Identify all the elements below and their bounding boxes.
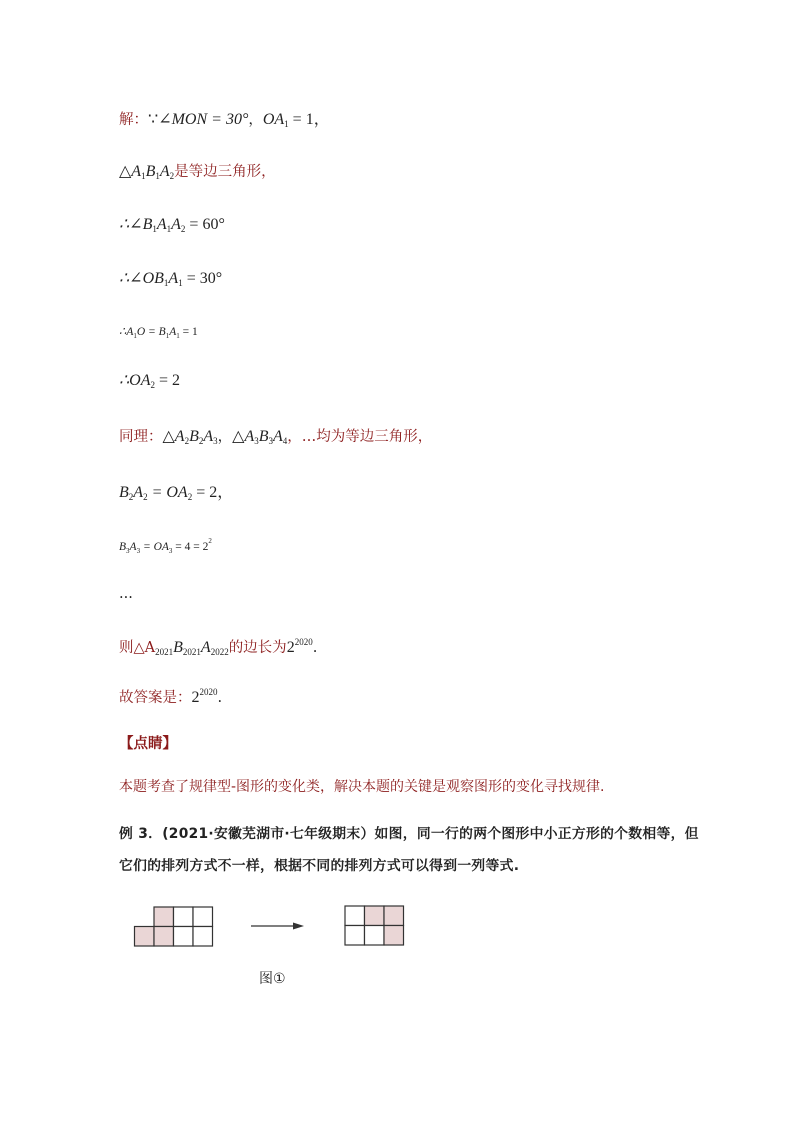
example-line-1: 例 3．(2021·安徽芜湖市·七年级期末）如图，同一行的两个图形中小正方形的个数相等，但 (119, 826, 699, 842)
solution-line-5: $\therefore A_1O = B_1A_1 = 1$ (119, 326, 198, 340)
solution-line-4: $\therefore\angle OB_1A_1 = 30^\circ$ (119, 270, 223, 288)
because-symbol: ∵ (148, 111, 159, 128)
square (193, 907, 213, 927)
angle-mon: ∠MON = 30° (158, 111, 249, 128)
triangle-a2021: $_{2021}B_{2021}A_{2022}$ (155, 639, 229, 657)
solution-line-7: 同理：$\triangle A_2B_2A_3$，$\triangle A_3B_3A_4$，…均为等边三角形， (119, 428, 433, 446)
solution-line-11: 则$\triangle A_{2021}B_{2021}A_{2022}$的边长为$2^{2020}$. (119, 637, 318, 657)
left-shape (135, 907, 213, 946)
square (135, 927, 155, 947)
triangle-a3b3a4: $\triangle A_3B_3A_4$ (232, 428, 288, 446)
example-line-2: 它们的排列方式不一样，根据不同的排列方式可以得到一列等式. (119, 858, 520, 874)
square (365, 926, 385, 946)
square (345, 906, 365, 926)
separator: ， (248, 112, 263, 128)
arrow (251, 923, 304, 930)
square (365, 906, 385, 926)
square (384, 906, 404, 926)
square (154, 907, 174, 927)
triangle-a1b1a2: $\triangle A_1B_1A_2$ (119, 163, 175, 181)
figure-caption: 图① (259, 971, 286, 987)
square (384, 926, 404, 946)
right-shape (345, 906, 404, 945)
square (345, 926, 365, 946)
solution-line-8: $B_2A_2 = OA_2 = 2$， (119, 484, 234, 502)
solution-label: 解： (119, 112, 148, 128)
equilateral-text: 是等边三角形， (174, 164, 276, 180)
power-2-2020: $2^{2020}$ (286, 637, 313, 656)
similarly-label: 同理： (119, 429, 163, 445)
answer-value: $2^{2020}$ (191, 687, 218, 706)
answer-label: 故答案是： (119, 690, 192, 706)
square (174, 907, 194, 927)
triangle-a2b2a3: $\triangle A_2B_2A_3$ (162, 428, 218, 446)
square (154, 927, 174, 947)
solution-line-9: $B_3A_3 = OA_3 = 4 = 2^2$ (119, 537, 212, 555)
solution-line-6: $\therefore OA_2 = 2$ (119, 372, 181, 390)
solution-line-10: ... (119, 586, 133, 602)
square (174, 927, 194, 947)
comment-body: 本题考查了规律型-图形的变化类，解决本题的关键是观察图形的变化寻找规律. (119, 779, 605, 795)
square (193, 927, 213, 947)
segment-oa1: $OA_1 = 1$， (262, 111, 330, 129)
solution-line-12: 故答案是：$2^{2020}$. (119, 687, 223, 706)
comment-heading: 【点睛】 (119, 736, 177, 752)
solution-line-3: $\therefore\angle B_1A_1A_2 = 60^\circ$ (119, 216, 225, 234)
